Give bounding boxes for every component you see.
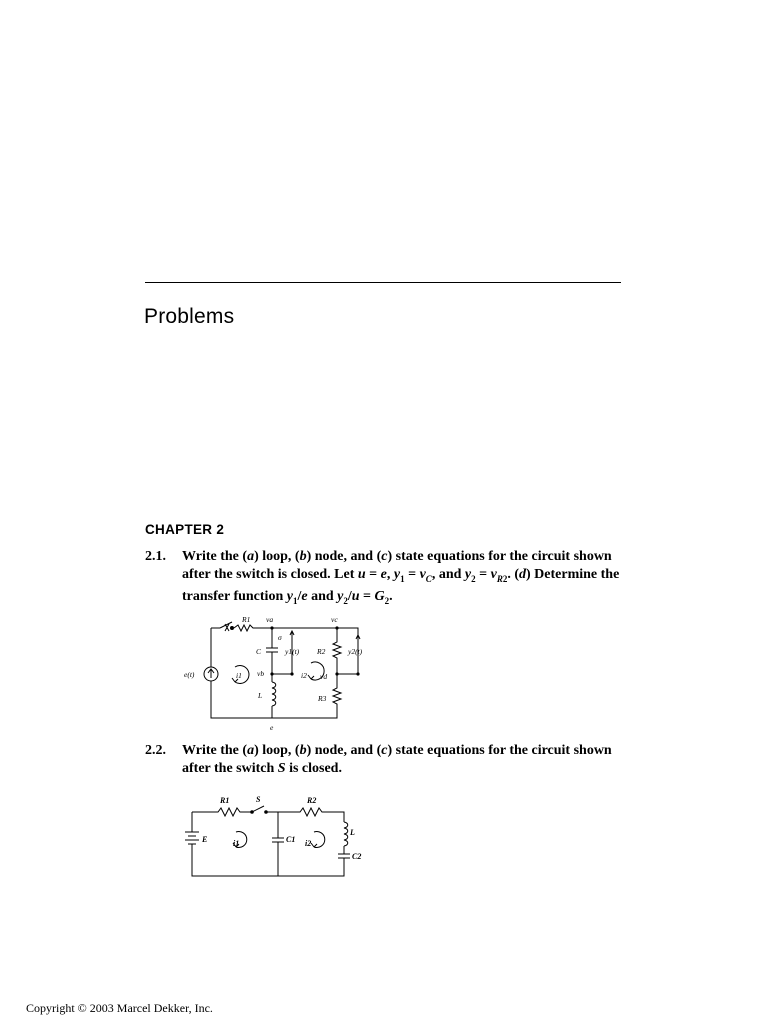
section-heading: Problems [144,305,235,328]
problem-number: 2.1. [145,549,166,564]
label-i2: i2 [305,839,312,848]
label-e: E [202,835,208,844]
problem-2-2 [145,742,623,778]
section-rule [145,282,621,283]
label-i1: i1 [236,671,242,680]
label-r1: R1 [220,796,230,805]
problem-text: Write the (a) loop, (b) node, and (c) state equations for the circuit shown after the switch is closed. Let u = e, $y_1 = v_C$, and $y_2 = v_{R2}$. (d) Determine the transfer function $y_1/e$ and $y_2/u = G_2$. [182,549,620,606]
label-l: L [350,828,355,837]
circuit-diagram-2-1 [180,612,370,736]
label-vd: vd [320,672,328,681]
label-y1: y1(t) [285,647,300,656]
label-et: e(t) [184,670,195,679]
label-c2: C2 [352,852,362,861]
copyright-footer: Copyright © 2003 Marcel Dekker, Inc. [26,1001,213,1015]
label-r1: R1 [242,615,251,624]
problem-2-1 [145,548,623,610]
label-y2: y2(t) [348,647,363,656]
label-vc: vc [331,615,338,624]
label-va: va [266,615,274,624]
problem-text: Write the (a) loop, (b) node, and (c) state equations for the circuit shown after the switch S is closed. [182,743,612,776]
label-i2: i2 [301,671,307,680]
label-r2: R2 [307,796,317,805]
problem-number: 2.2. [145,743,166,758]
label-c1: C1 [286,835,296,844]
label-r3: R3 [318,694,327,703]
label-sigma: σ [278,633,282,642]
label-s: S [256,795,261,804]
label-r2: R2 [317,647,326,656]
label-e: e [270,723,274,732]
label-l: L [258,691,263,700]
label-vb: vb [257,669,265,678]
label-i1: i1 [233,839,240,848]
circuit-diagram-2-2 [180,792,366,878]
chapter-label: CHAPTER 2 [145,522,225,537]
label-c: C [256,647,262,656]
